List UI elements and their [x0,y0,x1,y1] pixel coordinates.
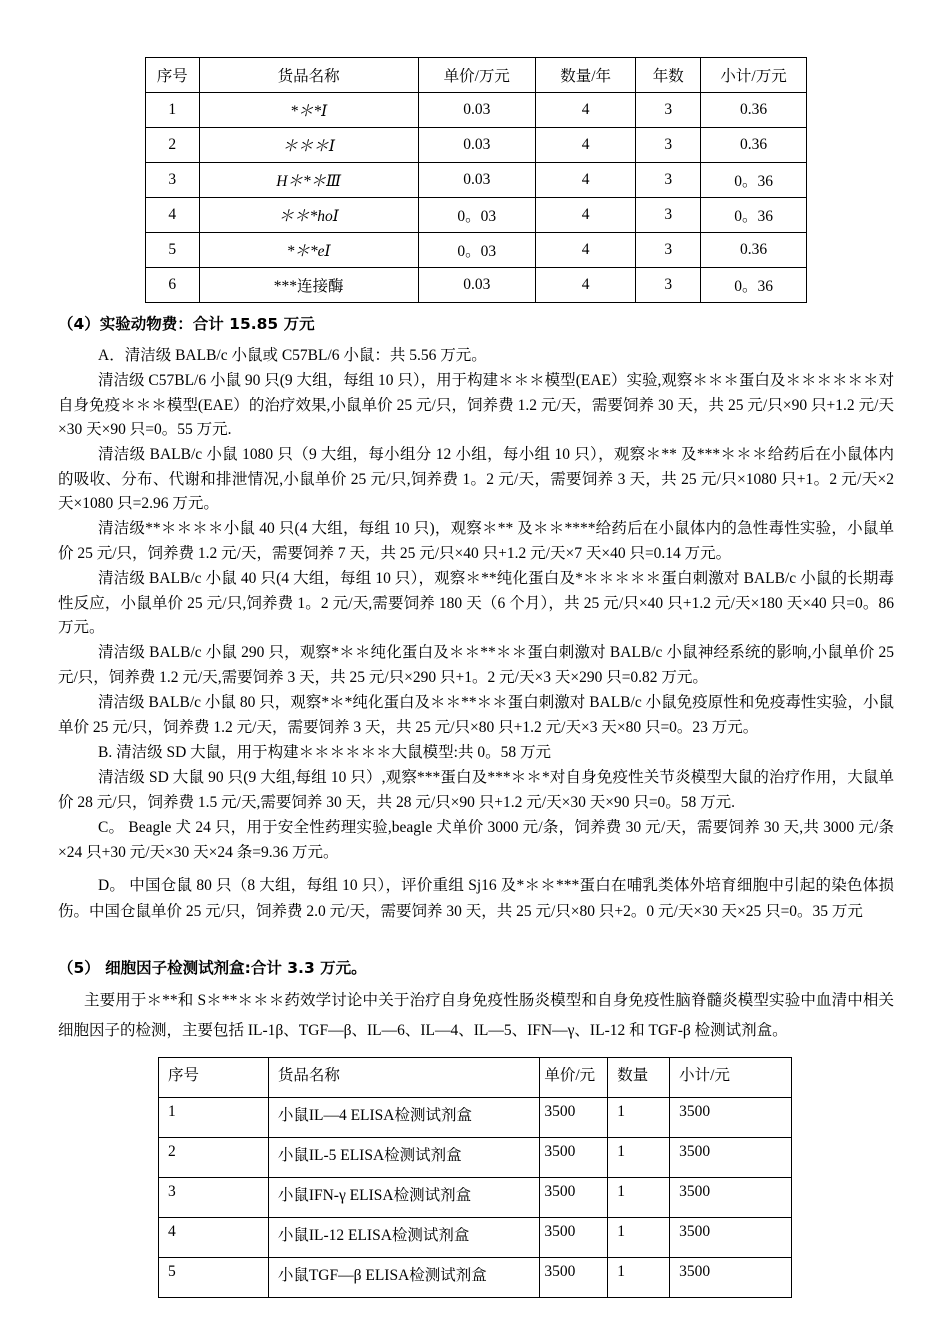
table-row [146,198,807,233]
header-cell: 序号 [159,1058,269,1098]
table-cell: 6 [146,268,200,303]
table-cell: 3 [636,163,701,198]
table-cell: ＊＊＊Ⅰ [199,128,418,163]
table-row [146,163,807,198]
header-cell: 单价/元 [540,1058,608,1098]
header-cell: 货品名称 [268,1058,540,1098]
table-cell: 3500 [540,1178,608,1218]
table-cell: *＊*eⅠ [199,233,418,268]
paragraph-4b: B. 清洁级 SD 大鼠，用于构建＊＊＊＊＊＊大鼠模型:共 0。58 万元 [98,744,551,761]
table-cell: 4 [535,233,636,268]
paragraph-5-intro: 主要用于＊**和 S＊**＊＊＊药效学讨论中关于治疗自身免疫性肠炎模型和自身免疫性脑脊髓炎模型实验中血清中相关细胞因子的检测，主要包括 IL-1β、TGF—β、IL—6、IL—4、IL—5、IFN—γ、IL-12 和 TGF-β 检测试剂盒。 [58,992,894,1039]
table-cell: 4 [159,1218,269,1258]
table-cell: 小鼠IL-12 ELISA检测试剂盒 [268,1218,540,1258]
table-row [146,233,807,268]
table-header-row [159,1058,792,1098]
table-row [159,1218,792,1258]
paragraph-sd-rats: 清洁级 SD 大鼠 90 只(9 大组,每组 10 只）,观察***蛋白及***＊＊*对自身免疫性关节炎模型大鼠的治疗作用，大鼠单价 28 元/只，饲养费 1.5 元/天,需要饲养 30 天，共 28 元/只×90 只+1.2 元/天×30 天×90 只=0。58 万元. [58,769,894,811]
table-cell: 4 [535,268,636,303]
header-cell: 单价/万元 [418,58,535,93]
elisa-kit-table [158,1057,792,1298]
header-cell: 货品名称 [199,58,418,93]
table-cell: 0.03 [418,93,535,128]
table-cell: 3 [636,198,701,233]
table-cell: 3500 [540,1258,608,1298]
paragraph-acute-toxicity: 清洁级**＊＊＊＊小鼠 40 只(4 大组，每组 10 只)，观察＊** 及＊＊****给药后在小鼠体内的急性毒性实验，小鼠单价 25 元/只，饲养费 1.2 元/天，需要饲养 7 天，共 25 元/只×40 只+1.2 元/天×7 天×40 只=0.14 万元。 [58,520,894,562]
table-cell: 3 [636,93,701,128]
table-cell: 1 [146,93,200,128]
paragraph-nervous-system: 清洁级 BALB/c 小鼠 290 只，观察*＊＊纯化蛋白及＊＊**＊＊蛋白刺激对 BALB/c 小鼠神经系统的影响,小鼠单价 25 元/只，饲养费 1.2 元/天,需要饲养 3 天，共 25 元/只×290 只+1。2 元/天×3 天×290 只=0.82 万元。 [58,644,894,686]
table-cell: 3 [636,128,701,163]
table-cell: 3500 [670,1138,792,1178]
table-cell: 1 [608,1098,670,1138]
paragraph-4a: A．清洁级 BALB/c 小鼠或 C57BL/6 小鼠：共 5.56 万元。 [98,347,487,364]
table-row [146,128,807,163]
equipment-cost-table [145,57,807,303]
section-4-heading: （4）实验动物费：合计 15.85 万元 [58,315,315,333]
table-cell: 小鼠IFN-γ ELISA检测试剂盒 [268,1178,540,1218]
table-cell: 0.03 [418,268,535,303]
table-cell: 3 [146,163,200,198]
table-cell: 3500 [540,1138,608,1178]
table-cell: H＊*＊Ⅲ [199,163,418,198]
table-row [146,268,807,303]
table-cell: 0。03 [418,233,535,268]
table-cell: ＊＊*hoⅠ [199,198,418,233]
paragraph-c57-eae: 清洁级 C57BL/6 小鼠 90 只(9 大组，每组 10 只），用于构建＊＊＊模型(EAE）实验,观察＊＊＊蛋白及＊＊＊＊＊＊对自身免疫＊＊＊模型(EAE）的治疗效果,小鼠单价 25 元/只，饲养费 1.2 元/天，需要饲养 30 天，共 25 元/只×90 只+1.2 元/天×30 天×90 只=0。55 万元. [58,372,894,438]
header-cell: 序号 [146,58,200,93]
table-cell: 0.36 [701,128,807,163]
table-cell: 2 [146,128,200,163]
table-cell: 4 [146,198,200,233]
table-cell: 3500 [670,1218,792,1258]
table-cell: 0。03 [418,198,535,233]
table-cell: 3 [636,268,701,303]
table-cell: 4 [535,128,636,163]
table-row [159,1258,792,1298]
table-cell: 3500 [670,1258,792,1298]
paragraph-immunogenicity: 清洁级 BALB/c 小鼠 80 只，观察*＊*纯化蛋白及＊＊**＊＊蛋白刺激对 BALB/c 小鼠免疫原性和免疫毒性实验，小鼠单价 25 元/只，饲养费 1.2 元/天，需要饲养 3 天，共 25 元/只×80 只+1.2 元/天×3 天×80 只=0。23 万元。 [58,694,894,736]
header-cell: 年数 [636,58,701,93]
table-cell: 0.03 [418,163,535,198]
table-cell: 0.36 [701,233,807,268]
table-cell: 4 [535,163,636,198]
table-cell: 小鼠IL—4 ELISA检测试剂盒 [268,1098,540,1138]
table-cell: 3500 [540,1218,608,1258]
table-cell: *＊*Ⅰ [199,93,418,128]
table-row [159,1138,792,1178]
table-cell: 1 [608,1138,670,1178]
table-cell: 2 [159,1138,269,1178]
table-cell: 0。36 [701,198,807,233]
table-cell: 0.36 [701,93,807,128]
table-row [159,1098,792,1138]
paragraph-balbc-1080: 清洁级 BALB/c 小鼠 1080 只（9 大组，每小组分 12 小组，每小组 10 只），观察＊** 及***＊＊＊给药后在小鼠体内的吸收、分布、代谢和排泄情况,小鼠单价 25 元/只,饲养费 1。2 元/天，需要饲养 3 天，共 25 元/只×1080 只+1。2 元/天×2 天×1080 只=2.96 万元。 [58,446,894,512]
table-cell: 4 [535,198,636,233]
table-cell: 小鼠IL-5 ELISA检测试剂盒 [268,1138,540,1178]
table-cell: 3 [159,1178,269,1218]
table-cell: 3500 [670,1178,792,1218]
table-cell: 5 [146,233,200,268]
table-cell: 3500 [670,1098,792,1138]
table-cell: 1 [608,1218,670,1258]
table-row [159,1178,792,1218]
section-5-heading: （5） 细胞因子检测试剂盒:合计 3.3 万元。 [58,959,367,977]
header-cell: 数量 [608,1058,670,1098]
table-cell: 5 [159,1258,269,1298]
paragraph-4c-beagle: C。 Beagle 犬 24 只，用于安全性药理实验,beagle 犬单价 3000 元/条，饲养费 30 元/天，需要饲养 30 天,共 3000 元/条×24 只+30 元/天×30 天×24 条=9.36 万元。 [58,819,894,861]
table-cell: 小鼠TGF—β ELISA检测试剂盒 [268,1258,540,1298]
paragraph-long-term-toxicity: 清洁级 BALB/c 小鼠 40 只(4 大组，每组 10 只），观察＊**纯化蛋白及*＊＊＊＊＊蛋白刺激对 BALB/c 小鼠的长期毒性反应，小鼠单价 25 元/只,饲养费 1。2 元/天,需要饲养 180 天（6 个月），共 25 元/只×40 只+1.2 元/天×180 天×40 只=0。86 万元。 [58,570,894,636]
table-cell: 0.03 [418,128,535,163]
table-cell: 4 [535,93,636,128]
header-cell: 数量/年 [535,58,636,93]
table-cell: 1 [608,1178,670,1218]
table-cell: ***连接酶 [199,268,418,303]
table-row [146,93,807,128]
header-cell: 小计/元 [670,1058,792,1098]
table-cell: 1 [159,1098,269,1138]
header-cell: 小计/万元 [701,58,807,93]
table-cell: 3500 [540,1098,608,1138]
paragraph-4d-hamster: D。 中国仓鼠 80 只（8 大组，每组 10 只），评价重组 Sj16 及*＊＊***蛋白在哺乳类体外培育细胞中引起的染色体损伤。中国仓鼠单价 25 元/只，饲养费 2.0 元/天，需要饲养 30 天，共 25 元/只×80 只+2。0 元/天×30 天×25 只=0。35 万元 [58,877,894,920]
table-cell: 0。36 [701,268,807,303]
table-cell: 0。36 [701,163,807,198]
table-cell: 1 [608,1258,670,1298]
table-cell: 3 [636,233,701,268]
table-header-row [146,58,807,93]
